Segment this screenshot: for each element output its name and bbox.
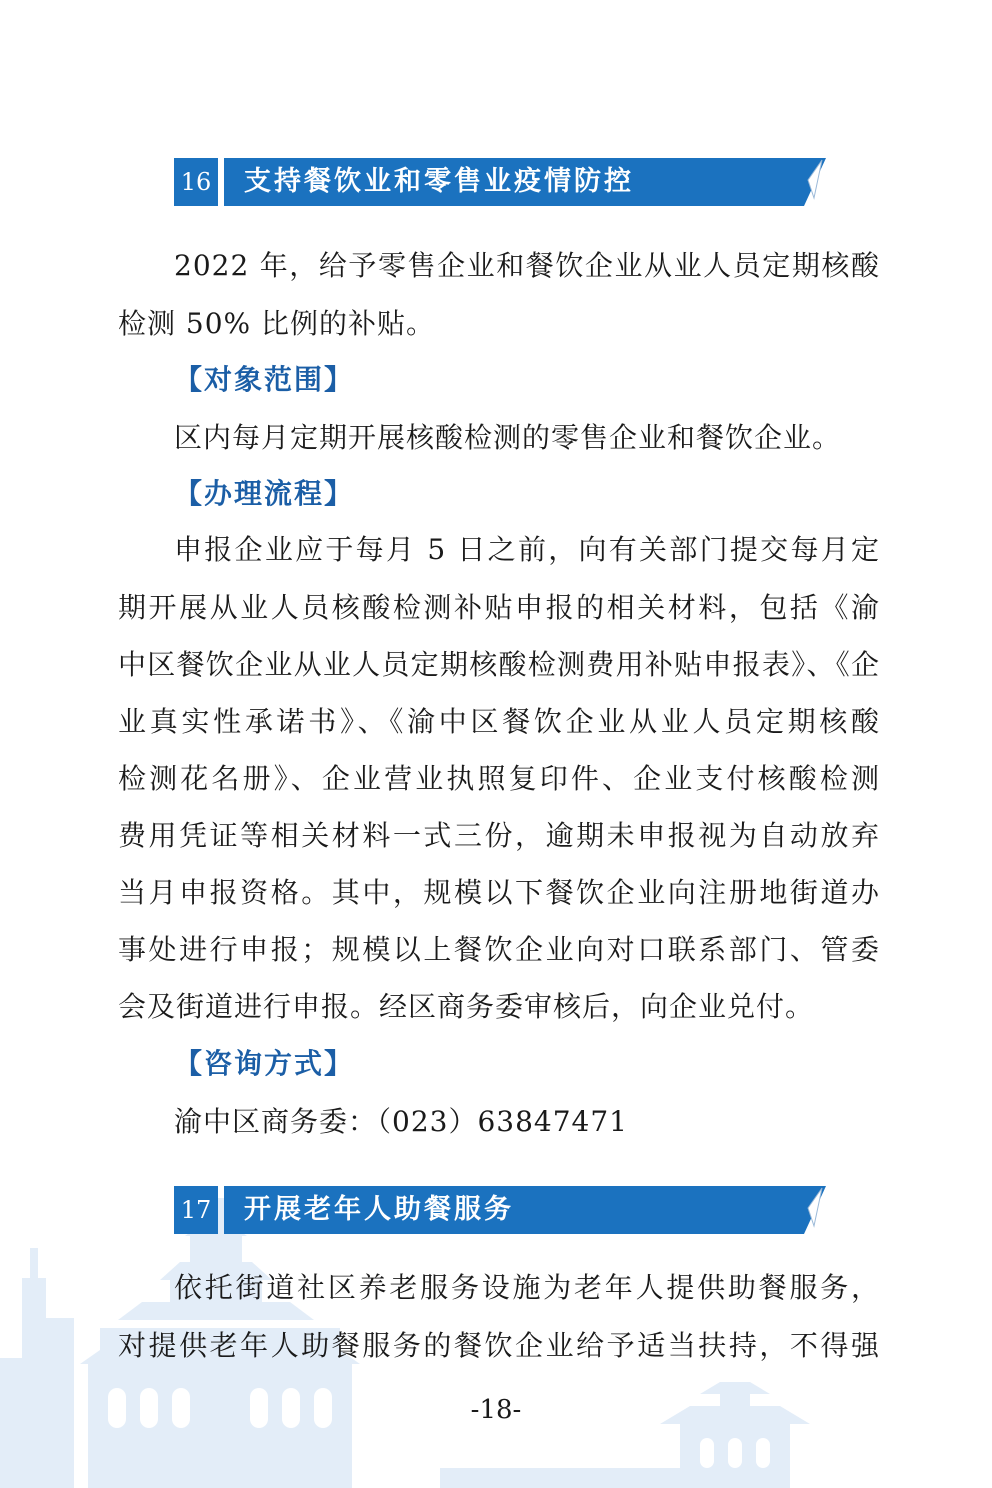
process-line: 期开展从业人员核酸检测补贴申报的相关材料，包括《渝 xyxy=(118,591,880,624)
process-line: 中区餐饮企业从业人员定期核酸检测费用补贴申报表》、《企 xyxy=(118,648,880,681)
section-number: 17 xyxy=(180,1196,212,1224)
section-17-header xyxy=(174,1186,826,1234)
process-line: 申报企业应于每月 5 日之前，向有关部门提交每月定 xyxy=(174,533,880,566)
process-line: 会及街道进行申报。经区商务委审核后，向企业兑付。 xyxy=(118,990,815,1023)
scope-text: 区内每月定期开展核酸检测的零售企业和餐饮企业。 xyxy=(174,421,842,454)
paragraph-line: 2022 年，给予零售企业和餐饮企业从业人员定期核酸 xyxy=(174,249,880,282)
section-title: 支持餐饮业和零售业疫情防控 xyxy=(244,166,634,197)
page-number: -18- xyxy=(470,1395,522,1425)
process-line: 当月申报资格。其中，规模以下餐饮企业向注册地街道办 xyxy=(118,876,880,909)
paragraph-line: 检测 50% 比例的补贴。 xyxy=(118,307,436,340)
section-16-header xyxy=(174,158,826,206)
process-line: 业真实性承诺书》、《渝中区餐饮企业从业人员定期核酸 xyxy=(118,705,880,738)
contact-heading: 【咨询方式】 xyxy=(174,1047,355,1080)
section-title: 开展老年人助餐服务 xyxy=(244,1194,514,1225)
section-number: 16 xyxy=(180,168,212,196)
contact-text: 渝中区商务委：（023）63847471 xyxy=(174,1105,628,1138)
process-heading: 【办理流程】 xyxy=(174,477,355,510)
paragraph-line: 依托街道社区养老服务设施为老年人提供助餐服务， xyxy=(174,1271,880,1304)
paragraph-line: 对提供老年人助餐服务的餐饮企业给予适当扶持，不得强 xyxy=(118,1329,880,1362)
process-line: 检测花名册》、企业营业执照复印件、企业支付核酸检测 xyxy=(118,762,880,795)
scope-heading: 【对象范围】 xyxy=(174,363,355,396)
process-line: 事处进行申报；规模以上餐饮企业向对口联系部门、管委 xyxy=(118,933,880,966)
process-line: 费用凭证等相关材料一式三份，逾期未申报视为自动放弃 xyxy=(118,819,880,852)
